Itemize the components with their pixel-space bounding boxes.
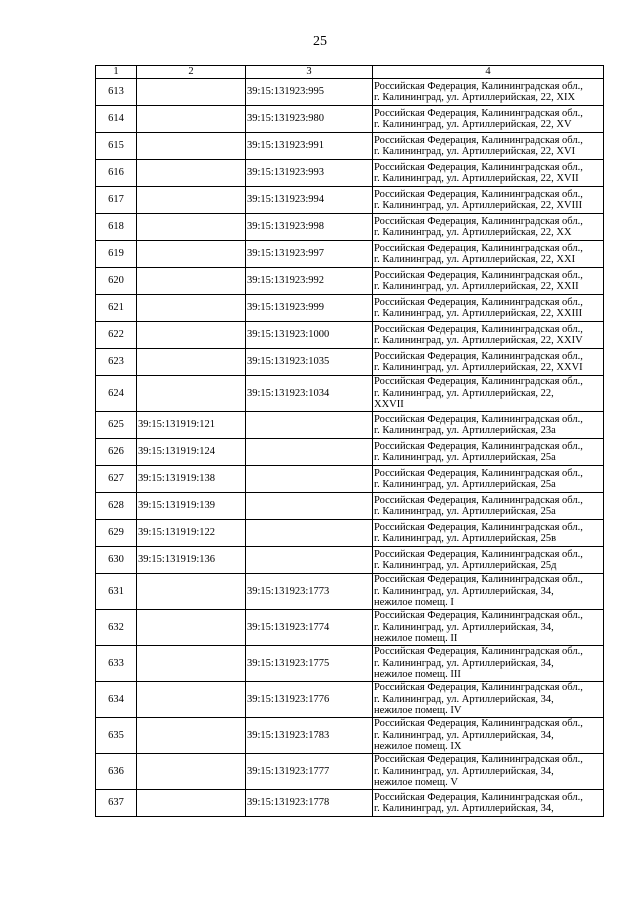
row-number-cell: 624: [96, 376, 137, 412]
address-line: г. Калининград, ул. Артиллерийская, 22, XXIII: [374, 308, 583, 319]
cadastral-number-cell: 39:15:131923:1774: [246, 610, 373, 646]
address-line: Российская Федерация, Калининградская обл.,: [374, 296, 583, 308]
address-line: нежилое помещ. I: [374, 597, 454, 609]
address-line: нежилое помещ. II: [374, 633, 458, 645]
cadastral-number-cell: [137, 322, 246, 349]
property-table: [95, 65, 604, 817]
address-line: Российская Федерация, Калининградская обл.,: [374, 646, 583, 658]
address-line: г. Калининград, ул. Артиллерийская, 25а: [374, 452, 556, 463]
address-line: Российская Федерация, Калининградская обл.,: [374, 791, 583, 803]
address-line: Российская Федерация, Калининградская обл.,: [374, 610, 583, 622]
address-line: г. Калининград, ул. Артиллерийская, 25в: [374, 533, 557, 544]
address-line: Российская Федерация, Калининградская обл.,: [374, 548, 583, 560]
address-cell: [373, 439, 604, 466]
table-row: [96, 466, 604, 493]
address-line: Российская Федерация, Калининградская обл.,: [374, 521, 583, 533]
address-line: г. Калининград, ул. Артиллерийская, 22, XXVI: [374, 362, 583, 373]
row-number-cell: 632: [96, 610, 137, 646]
address-line: г. Калининград, ул. Артиллерийская, 22, XIX: [374, 92, 576, 103]
cadastral-number-cell: [137, 160, 246, 187]
row-number-cell: 615: [96, 133, 137, 160]
cadastral-number-cell: 39:15:131923:1773: [246, 574, 373, 610]
address-line: нежилое помещ. IV: [374, 705, 462, 717]
row-number-cell: 622: [96, 322, 137, 349]
address-line: Российская Федерация, Калининградская обл.,: [374, 215, 583, 227]
address-cell: [373, 574, 604, 610]
address-line: Российская Федерация, Калининградская обл.,: [374, 269, 583, 281]
cadastral-number-cell: 39:15:131919:138: [137, 466, 246, 493]
row-number-cell: 630: [96, 547, 137, 574]
address-cell: [373, 241, 604, 268]
row-number-cell: 620: [96, 268, 137, 295]
row-number-cell: 613: [96, 79, 137, 106]
address-cell: [373, 79, 604, 106]
address-line: Российская Федерация, Калининградская обл.,: [374, 350, 583, 362]
page-number: 25: [313, 34, 327, 49]
row-number-cell: 627: [96, 466, 137, 493]
address-line: Российская Федерация, Калининградская обл.,: [374, 376, 583, 388]
row-number-cell: 629: [96, 520, 137, 547]
address-cell: [373, 547, 604, 574]
address-line: г. Калининград, ул. Артиллерийская, 34,: [374, 803, 554, 814]
cadastral-number-cell: [137, 214, 246, 241]
address-line: Российская Федерация, Калининградская обл.,: [374, 440, 583, 452]
address-line: Российская Федерация, Калининградская обл.,: [374, 107, 583, 119]
address-line: г. Калининград, ул. Артиллерийская, 22, XVI: [374, 146, 576, 157]
address-cell: [373, 349, 604, 376]
address-cell: [373, 268, 604, 295]
cadastral-number-cell: [137, 682, 246, 718]
row-number-cell: 626: [96, 439, 137, 466]
table-row: [96, 160, 604, 187]
cadastral-number-cell: 39:15:131923:1775: [246, 646, 373, 682]
row-number-cell: 618: [96, 214, 137, 241]
address-line: XXVII: [374, 399, 404, 411]
cadastral-number-cell: [137, 295, 246, 322]
table-row: [96, 214, 604, 241]
address-line: г. Калининград, ул. Артиллерийская, 22, XXII: [374, 281, 579, 292]
table-row: [96, 547, 604, 574]
cadastral-number-cell: [246, 439, 373, 466]
table-row: [96, 754, 604, 790]
address-line: г. Калининград, ул. Артиллерийская, 22, XVII: [374, 173, 579, 184]
address-cell: [373, 160, 604, 187]
row-number-cell: 637: [96, 790, 137, 817]
cadastral-number-cell: 39:15:131919:139: [137, 493, 246, 520]
header-cell-4: 4: [373, 66, 604, 79]
address-line: г. Калининград, ул. Артиллерийская, 25а: [374, 506, 556, 517]
address-line: г. Калининград, ул. Артиллерийская, 22, XXIV: [374, 335, 583, 346]
address-line: г. Калининград, ул. Артиллерийская, 34,: [374, 729, 554, 741]
cadastral-number-cell: [137, 790, 246, 817]
cadastral-number-cell: 39:15:131923:1783: [246, 718, 373, 754]
row-number-cell: 633: [96, 646, 137, 682]
cadastral-number-cell: 39:15:131923:980: [246, 106, 373, 133]
address-line: Российская Федерация, Калининградская обл.,: [374, 80, 583, 92]
cadastral-number-cell: [137, 610, 246, 646]
cadastral-number-cell: [137, 646, 246, 682]
cadastral-number-cell: 39:15:131919:121: [137, 412, 246, 439]
cadastral-number-cell: [137, 241, 246, 268]
table-row: [96, 268, 604, 295]
row-number-cell: 628: [96, 493, 137, 520]
address-cell: [373, 295, 604, 322]
address-line: г. Калининград, ул. Артиллерийская, 34,: [374, 585, 554, 597]
address-line: г. Калининград, ул. Артиллерийская, 23а: [374, 425, 556, 436]
table-row: [96, 376, 604, 412]
table-row: [96, 412, 604, 439]
address-line: Российская Федерация, Калининградская обл.,: [374, 494, 583, 506]
cadastral-number-cell: 39:15:131923:1776: [246, 682, 373, 718]
cadastral-number-cell: 39:15:131923:1000: [246, 322, 373, 349]
cadastral-number-cell: [246, 547, 373, 574]
address-line: г. Калининград, ул. Артиллерийская, 34,: [374, 765, 554, 777]
cadastral-number-cell: [137, 574, 246, 610]
address-cell: [373, 718, 604, 754]
table-row: [96, 520, 604, 547]
header-cell-2: 2: [137, 66, 246, 79]
address-line: Российская Федерация, Калининградская обл.,: [374, 682, 583, 694]
table-row: [96, 493, 604, 520]
table-row: [96, 79, 604, 106]
address-line: г. Калининград, ул. Артиллерийская, 34,: [374, 621, 554, 633]
cadastral-number-cell: [137, 754, 246, 790]
address-line: Российская Федерация, Калининградская обл.,: [374, 323, 583, 335]
cadastral-number-cell: 39:15:131923:995: [246, 79, 373, 106]
address-cell: [373, 106, 604, 133]
cadastral-number-cell: 39:15:131923:1777: [246, 754, 373, 790]
header-cell-3: 3: [246, 66, 373, 79]
row-number-cell: 621: [96, 295, 137, 322]
table-row: [96, 790, 604, 817]
cadastral-number-cell: [137, 106, 246, 133]
cadastral-number-cell: [137, 133, 246, 160]
row-number-cell: 614: [96, 106, 137, 133]
table-body: [96, 66, 604, 817]
address-line: г. Калининград, ул. Артиллерийская, 22, XXI: [374, 254, 576, 265]
cadastral-number-cell: [137, 349, 246, 376]
table-row: [96, 439, 604, 466]
address-line: г. Калининград, ул. Артиллерийская, 25д: [374, 560, 557, 571]
address-line: нежилое помещ. V: [374, 777, 458, 789]
header-cell-1: 1: [96, 66, 137, 79]
table-row: [96, 106, 604, 133]
cadastral-number-cell: 39:15:131923:991: [246, 133, 373, 160]
address-line: г. Калининград, ул. Артиллерийская, 34,: [374, 657, 554, 669]
table-row: [96, 322, 604, 349]
row-number-cell: 636: [96, 754, 137, 790]
address-cell: [373, 610, 604, 646]
cadastral-number-cell: [137, 79, 246, 106]
address-line: Российская Федерация, Калининградская обл.,: [374, 754, 583, 766]
address-line: Российская Федерация, Калининградская обл.,: [374, 467, 583, 479]
cadastral-number-cell: 39:15:131923:1034: [246, 376, 373, 412]
table-row: [96, 646, 604, 682]
address-cell: [373, 466, 604, 493]
address-line: г. Калининград, ул. Артиллерийская, 25а: [374, 479, 556, 490]
address-line: Российская Федерация, Калининградская обл.,: [374, 718, 583, 730]
cadastral-number-cell: [137, 718, 246, 754]
table-row: [96, 241, 604, 268]
table-row: [96, 574, 604, 610]
cadastral-number-cell: 39:15:131923:993: [246, 160, 373, 187]
address-cell: [373, 187, 604, 214]
cadastral-number-cell: [246, 493, 373, 520]
cadastral-number-cell: [246, 412, 373, 439]
table-row: [96, 133, 604, 160]
row-number-cell: 635: [96, 718, 137, 754]
address-line: г. Калининград, ул. Артиллерийская, 22, XVIII: [374, 200, 583, 211]
table-row: [96, 295, 604, 322]
address-line: г. Калининград, ул. Артиллерийская, 22, XX: [374, 227, 572, 238]
cadastral-number-cell: [246, 466, 373, 493]
address-line: нежилое помещ. IX: [374, 741, 462, 753]
address-cell: [373, 376, 604, 412]
cadastral-number-cell: [137, 187, 246, 214]
table-row: [96, 682, 604, 718]
address-cell: [373, 682, 604, 718]
table-row: [96, 187, 604, 214]
row-number-cell: 631: [96, 574, 137, 610]
address-cell: [373, 646, 604, 682]
row-number-cell: 623: [96, 349, 137, 376]
table-row: [96, 610, 604, 646]
cadastral-number-cell: 39:15:131919:136: [137, 547, 246, 574]
address-cell: [373, 133, 604, 160]
address-line: нежилое помещ. III: [374, 669, 461, 681]
cadastral-number-cell: 39:15:131923:999: [246, 295, 373, 322]
address-line: Российская Федерация, Калининградская обл.,: [374, 574, 583, 586]
row-number-cell: 625: [96, 412, 137, 439]
table-header-row: [96, 66, 604, 79]
address-cell: [373, 322, 604, 349]
row-number-cell: 616: [96, 160, 137, 187]
address-cell: [373, 214, 604, 241]
address-line: г. Калининград, ул. Артиллерийская, 22,: [374, 387, 554, 399]
address-line: Российская Федерация, Калининградская обл.,: [374, 134, 583, 146]
address-cell: [373, 493, 604, 520]
address-line: Российская Федерация, Калининградская обл.,: [374, 161, 583, 173]
address-cell: [373, 412, 604, 439]
cadastral-number-cell: 39:15:131923:1035: [246, 349, 373, 376]
cadastral-number-cell: [246, 520, 373, 547]
address-cell: [373, 754, 604, 790]
cadastral-number-cell: 39:15:131923:994: [246, 187, 373, 214]
cadastral-number-cell: 39:15:131923:992: [246, 268, 373, 295]
row-number-cell: 619: [96, 241, 137, 268]
cadastral-number-cell: [137, 376, 246, 412]
address-line: Российская Федерация, Калининградская обл.,: [374, 188, 583, 200]
cadastral-number-cell: 39:15:131923:1778: [246, 790, 373, 817]
address-line: Российская Федерация, Калининградская обл.,: [374, 413, 583, 425]
cadastral-number-cell: 39:15:131923:997: [246, 241, 373, 268]
cadastral-number-cell: 39:15:131919:122: [137, 520, 246, 547]
cadastral-number-cell: 39:15:131923:998: [246, 214, 373, 241]
address-cell: [373, 790, 604, 817]
table-row: [96, 718, 604, 754]
address-line: Российская Федерация, Калининградская обл.,: [374, 242, 583, 254]
table-row: [96, 349, 604, 376]
cadastral-number-cell: 39:15:131919:124: [137, 439, 246, 466]
row-number-cell: 634: [96, 682, 137, 718]
row-number-cell: 617: [96, 187, 137, 214]
address-line: г. Калининград, ул. Артиллерийская, 22, XV: [374, 119, 572, 130]
address-line: г. Калининград, ул. Артиллерийская, 34,: [374, 693, 554, 705]
cadastral-number-cell: [137, 268, 246, 295]
address-cell: [373, 520, 604, 547]
